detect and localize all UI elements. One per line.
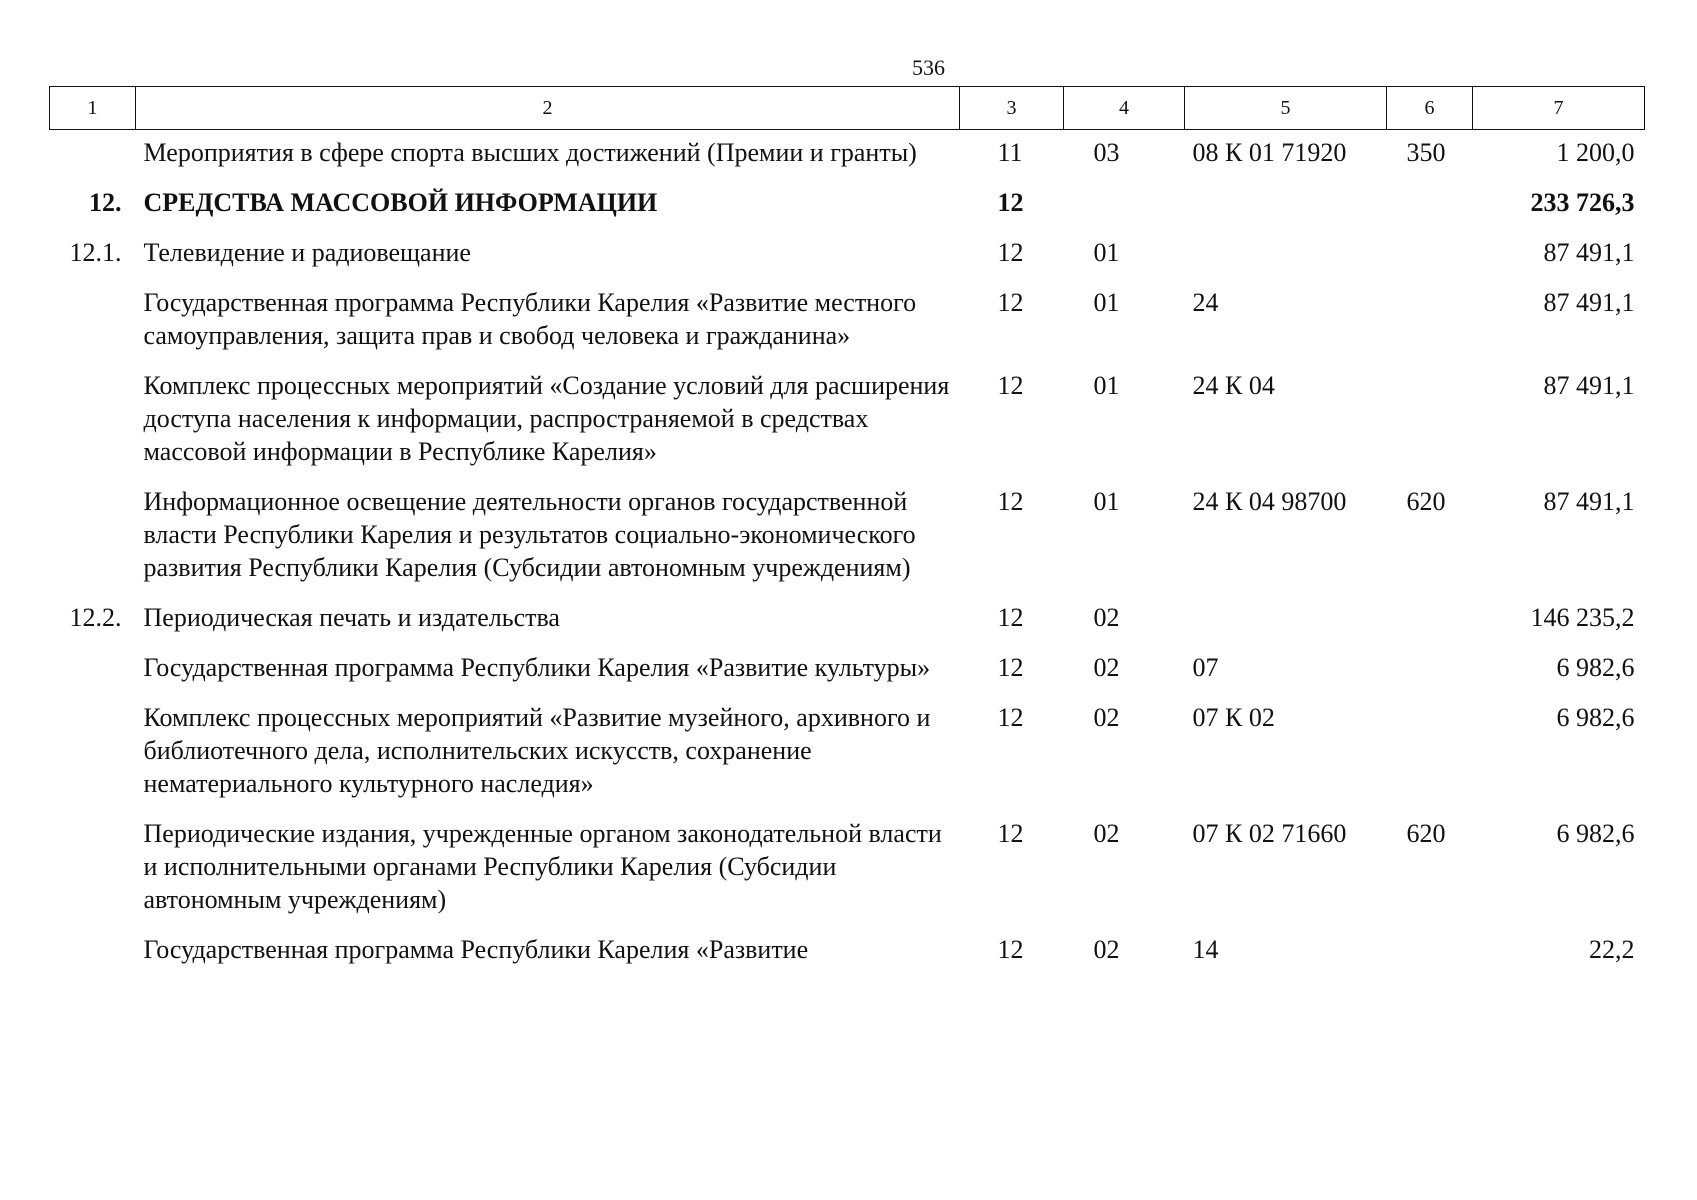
row-name: Телевидение и радиовещание — [143, 238, 471, 267]
row-expense-type — [1387, 228, 1473, 278]
row-number — [50, 477, 136, 593]
row-section-code: 12 — [997, 819, 1024, 848]
table-row — [50, 278, 1645, 361]
row-expense-type — [1387, 361, 1473, 477]
row-target-code: 07 — [1192, 653, 1219, 682]
row-amount: 87 491,1 — [1543, 487, 1635, 516]
row-expense-type: 620 — [1406, 819, 1446, 848]
row-name: Комплекс процессных мероприятий «Создание условий для расширения доступа населения к информации, распространяемой в средствах массовой информации в Республике Карелия» — [143, 371, 950, 466]
row-number — [50, 130, 136, 179]
row-amount: 87 491,1 — [1543, 288, 1635, 317]
row-section-code: 12 — [997, 487, 1024, 516]
page-number-text: 536 — [912, 55, 945, 80]
table-body — [50, 130, 1645, 976]
header-col-2: 2 — [136, 87, 960, 130]
table-row — [50, 925, 1645, 975]
table-header — [50, 87, 1645, 130]
table-row — [50, 643, 1645, 693]
row-expense-type — [1387, 178, 1473, 228]
row-number — [50, 361, 136, 477]
row-name: Государственная программа Республики Карелия «Развитие местного самоуправления, защита прав и свобод человека и гражданина» — [143, 288, 917, 350]
row-target-code: 07 К 02 — [1192, 703, 1275, 732]
header-col-7: 7 — [1473, 87, 1645, 130]
table-row — [50, 809, 1645, 925]
header-col-1: 1 — [50, 87, 136, 130]
row-name: СРЕДСТВА МАССОВОЙ ИНФОРМАЦИИ — [143, 188, 658, 217]
row-amount: 1 200,0 — [1556, 138, 1635, 167]
row-section-code: 11 — [997, 138, 1023, 167]
row-target-code — [1185, 593, 1387, 643]
row-number — [50, 809, 136, 925]
header-col-6: 6 — [1387, 87, 1473, 130]
row-target-code: 07 К 02 71660 — [1192, 819, 1347, 848]
row-expense-type — [1387, 643, 1473, 693]
row-name: Информационное освещение деятельности органов государственной власти Республики Карелия и результатов социально-экономического развития Республики Карелия (Субсидии автономным учреждениям) — [143, 487, 916, 582]
row-subsection-code: 02 — [1093, 653, 1120, 682]
row-subsection-code: 02 — [1093, 935, 1120, 964]
row-section-code: 12 — [997, 188, 1024, 217]
row-section-code: 12 — [997, 238, 1024, 267]
row-subsection-code: 01 — [1093, 238, 1120, 267]
row-subsection-code: 01 — [1093, 371, 1120, 400]
row-section-code: 12 — [997, 935, 1024, 964]
table-row — [50, 178, 1645, 228]
row-amount: 146 235,2 — [1530, 603, 1635, 632]
row-number: 12.1. — [69, 238, 122, 267]
page-number — [0, 56, 1697, 80]
row-expense-type: 350 — [1406, 138, 1446, 167]
row-name: Мероприятия в сфере спорта высших достижений (Премии и гранты) — [143, 138, 917, 167]
row-name: Периодическая печать и издательства — [143, 603, 560, 632]
row-section-code: 12 — [997, 603, 1024, 632]
table-row — [50, 130, 1645, 179]
row-subsection-code: 02 — [1093, 819, 1120, 848]
row-expense-type: 620 — [1406, 487, 1446, 516]
row-number: 12.2. — [69, 603, 122, 632]
row-target-code: 24 К 04 98700 — [1192, 487, 1347, 516]
row-name: Государственная программа Республики Карелия «Развитие — [143, 935, 809, 964]
row-target-code — [1185, 228, 1387, 278]
budget-table — [49, 86, 1645, 975]
row-expense-type — [1387, 278, 1473, 361]
row-name: Комплекс процессных мероприятий «Развитие музейного, архивного и библиотечного дела, исполнительских искусств, сохранение нематериального культурного наследия» — [143, 703, 931, 798]
row-target-code — [1185, 178, 1387, 228]
row-section-code: 12 — [997, 703, 1024, 732]
row-amount: 233 726,3 — [1530, 188, 1635, 217]
row-number — [50, 643, 136, 693]
row-amount: 6 982,6 — [1556, 703, 1635, 732]
row-number — [50, 278, 136, 361]
header-col-3: 3 — [960, 87, 1064, 130]
header-row — [50, 87, 1645, 130]
row-target-code: 14 — [1192, 935, 1219, 964]
row-target-code: 24 К 04 — [1192, 371, 1275, 400]
table-row — [50, 361, 1645, 477]
table-row — [50, 228, 1645, 278]
row-target-code: 08 К 01 71920 — [1192, 138, 1347, 167]
row-section-code: 12 — [997, 371, 1024, 400]
row-name: Периодические издания, учрежденные органом законодательной власти и исполнительными органами Республики Карелия (Субсидии автономным учреждениям) — [143, 819, 942, 914]
row-subsection-code: 02 — [1093, 603, 1120, 632]
table-row — [50, 477, 1645, 593]
row-subsection-code: 01 — [1093, 487, 1120, 516]
row-section-code: 12 — [997, 288, 1024, 317]
row-target-code: 24 — [1192, 288, 1219, 317]
row-subsection-code: 02 — [1093, 703, 1120, 732]
row-amount: 6 982,6 — [1556, 653, 1635, 682]
row-expense-type — [1387, 593, 1473, 643]
row-section-code: 12 — [997, 653, 1024, 682]
row-number — [50, 925, 136, 975]
row-name: Государственная программа Республики Карелия «Развитие культуры» — [143, 653, 931, 682]
row-subsection-code: 01 — [1093, 288, 1120, 317]
row-number: 12. — [89, 188, 122, 217]
row-subsection-code — [1064, 178, 1185, 228]
table-row — [50, 593, 1645, 643]
row-amount: 6 982,6 — [1556, 819, 1635, 848]
row-subsection-code: 03 — [1093, 138, 1120, 167]
row-expense-type — [1387, 693, 1473, 809]
row-number — [50, 693, 136, 809]
table-row — [50, 693, 1645, 809]
row-amount: 22,2 — [1589, 935, 1635, 964]
row-amount: 87 491,1 — [1543, 238, 1635, 267]
header-col-5: 5 — [1185, 87, 1387, 130]
header-col-4: 4 — [1064, 87, 1185, 130]
row-expense-type — [1387, 925, 1473, 975]
row-amount: 87 491,1 — [1543, 371, 1635, 400]
